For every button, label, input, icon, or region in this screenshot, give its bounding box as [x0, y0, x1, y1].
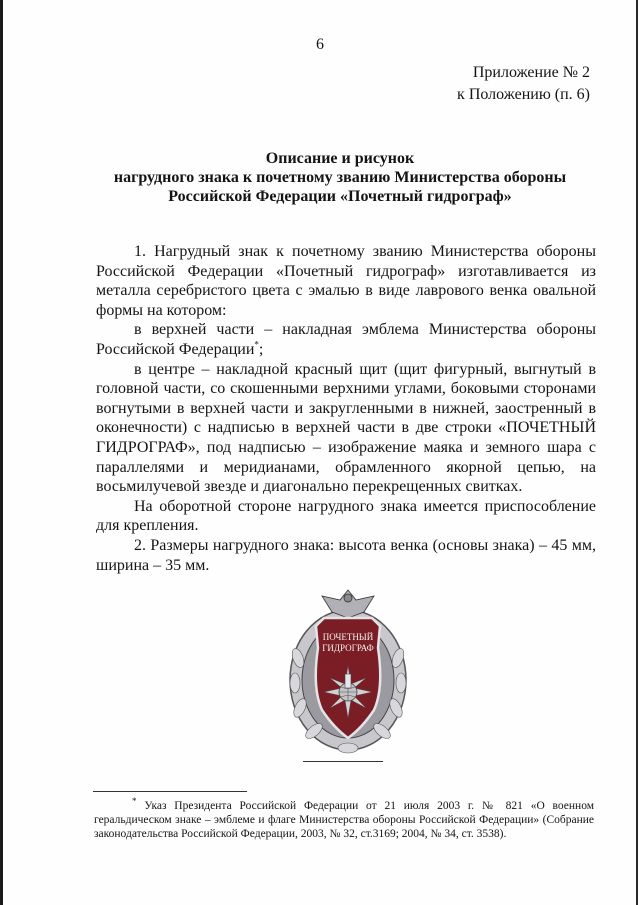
paragraph-3: в центре – накладной красный щит (щит фигурный, выгнутый в головной части, со скошенными верхними углами, боковыми сторонами вогнутыми в верхней части и закругленными в нижней, заостренный в оконечности) с надписью в верхней части в две строки «ПОЧЕТНЫЙ ГИДРОГРАФ», под надписью – изображение маяка и земного шара с параллелями и меридианами, обрамленного якорной цепью, на восьмилучевой звезде и диагонально перекрещенных свитках.: [96, 360, 596, 496]
footnote-reference[interactable]: *: [254, 339, 259, 350]
appendix-line-1: Приложение № 2: [472, 64, 590, 81]
title-line-3: Российской Федерации «Почетный гидрограф»: [168, 188, 512, 205]
lighthouse-icon: [345, 674, 351, 688]
footnote-mark: *: [132, 796, 137, 807]
shield-inscription-line-2: ГИДРОГРАФ: [322, 643, 374, 653]
shield-inscription-line-1: ПОЧЕТНЫЙ: [322, 632, 374, 642]
separator-rule: [303, 761, 383, 762]
paragraph-5: 2. Размеры нагрудного знака: высота венка (основы знака) – 45 мм, ширина – 35 мм.: [96, 536, 596, 574]
title-line-2: нагрудного знака к почетному званию Министерства обороны: [113, 169, 567, 186]
title-line-1: Описание и рисунок: [265, 150, 415, 167]
page-number: 6: [316, 36, 324, 53]
paragraph-2-end: ;: [258, 340, 264, 358]
badge-image: [286, 588, 410, 754]
footnote-text: Указ Президента Российской Федерации от 21 июля 2003 г. № 821 «О военном геральдическом знаке – эмблеме и флаге Министерства обороны Российской Федерации» (Собрание законодательства Российской Федерации, 2003, № 32, ст.3169; 2004, № 34, ст. 3538).: [94, 800, 595, 840]
scan-edge-right: [636, 0, 638, 905]
footnote: [94, 796, 595, 841]
paragraph-2: [96, 320, 596, 359]
footnote-separator: [93, 791, 247, 792]
appendix-line-2: к Положению (п. 6): [457, 86, 590, 103]
body-text: [96, 242, 596, 575]
scan-edge-left: [0, 0, 3, 905]
appendix-header: [457, 62, 590, 106]
paragraph-2-text: в верхней части – накладная эмблема Министерства обороны Российской Федерации: [96, 321, 596, 358]
paragraph-4: На оборотной стороне нагрудного знака имеется приспособление для крепления.: [96, 497, 596, 535]
paragraph-1: 1. Нагрудный знак к почетному званию Министерства обороны Российской Федерации «Почетный гидрограф» изготавливается из металла серебристого цвета с эмалью в виде лаврового венка овальной формы на котором:: [96, 243, 596, 319]
document-title: [40, 149, 640, 206]
